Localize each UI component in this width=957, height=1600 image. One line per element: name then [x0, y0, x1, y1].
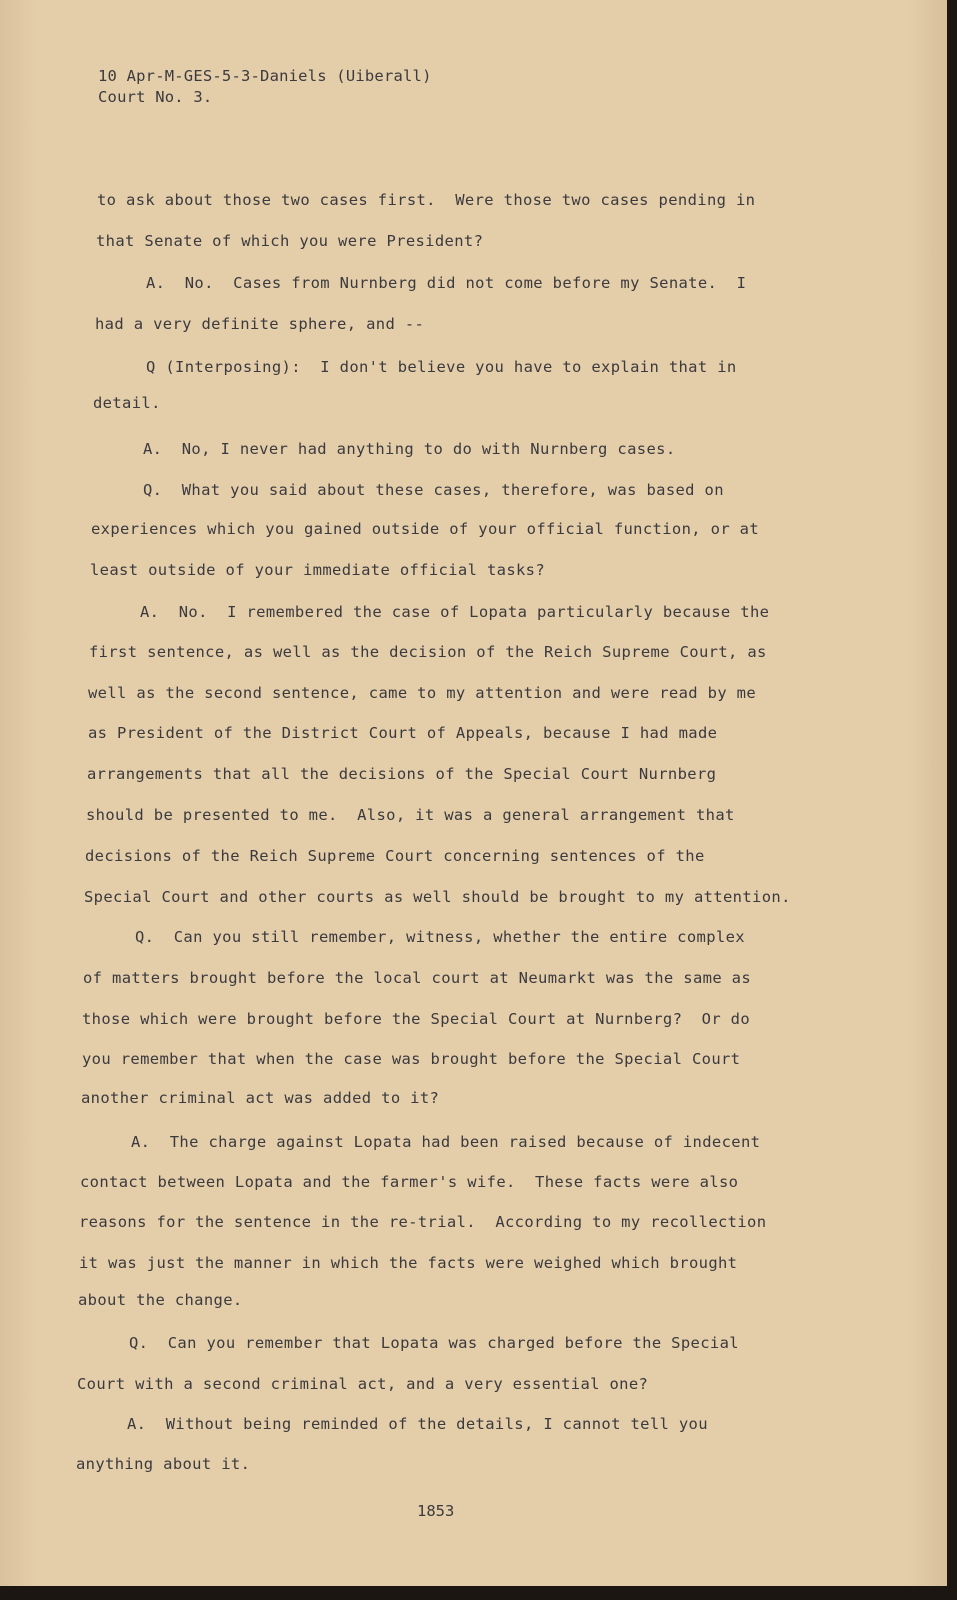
text-line: that Senate of which you were President?: [96, 232, 484, 250]
text-line: it was just the manner in which the facts were weighed which brought: [79, 1254, 738, 1272]
text-line: Court with a second criminal act, and a very essential one?: [77, 1375, 649, 1393]
header-line-1: 10 Apr-M-GES-5-3-Daniels (Uiberall): [98, 67, 432, 85]
text-line: you remember that when the case was brought before the Special Court: [82, 1050, 741, 1068]
text-line: about the change.: [78, 1291, 243, 1309]
text-line: least outside of your immediate official tasks?: [90, 561, 546, 579]
text-line: A. No. Cases from Nurnberg did not come before my Senate. I: [146, 274, 747, 292]
text-line: as President of the District Court of Appeals, because I had made: [88, 724, 718, 742]
text-line: experiences which you gained outside of your official function, or at: [91, 520, 760, 538]
text-line: detail.: [93, 394, 161, 412]
text-line: another criminal act was added to it?: [81, 1089, 440, 1107]
document-header: [98, 66, 432, 108]
text-line: those which were brought before the Special Court at Nurnberg? Or do: [82, 1010, 751, 1028]
text-line: to ask about those two cases first. Were those two cases pending in: [97, 191, 756, 209]
text-line: well as the second sentence, came to my attention and were read by me: [88, 684, 757, 702]
page-number: 1853: [417, 1502, 455, 1520]
text-line: A. The charge against Lopata had been raised because of indecent: [131, 1133, 761, 1151]
header-line-2: Court No. 3.: [98, 88, 213, 106]
text-line: of matters brought before the local court at Neumarkt was the same as: [83, 969, 752, 987]
text-line: first sentence, as well as the decision of the Reich Supreme Court, as: [89, 643, 767, 661]
text-line: arrangements that all the decisions of the Special Court Nurnberg: [87, 765, 717, 783]
text-line: should be presented to me. Also, it was a general arrangement that: [86, 806, 735, 824]
text-line: reasons for the sentence in the re-trial. According to my recollection: [79, 1213, 767, 1231]
text-line: Special Court and other courts as well should be brought to my attention.: [84, 888, 791, 906]
text-line: Q. Can you remember that Lopata was charged before the Special: [129, 1334, 739, 1352]
text-line: Q (Interposing): I don't believe you have to explain that in: [146, 358, 737, 376]
text-line: A. No, I never had anything to do with Nurnberg cases.: [143, 440, 676, 458]
text-line: anything about it.: [76, 1455, 251, 1473]
text-line: decisions of the Reich Supreme Court concerning sentences of the: [85, 847, 705, 865]
text-line: A. No. I remembered the case of Lopata particularly because the: [140, 603, 770, 621]
text-line: A. Without being reminded of the details, I cannot tell you: [127, 1415, 708, 1433]
text-line: Q. Can you still remember, witness, whether the entire complex: [135, 928, 745, 946]
text-line: Q. What you said about these cases, therefore, was based on: [143, 481, 724, 499]
text-line: contact between Lopata and the farmer's wife. These facts were also: [80, 1173, 739, 1191]
text-line: had a very definite sphere, and --: [95, 315, 425, 333]
